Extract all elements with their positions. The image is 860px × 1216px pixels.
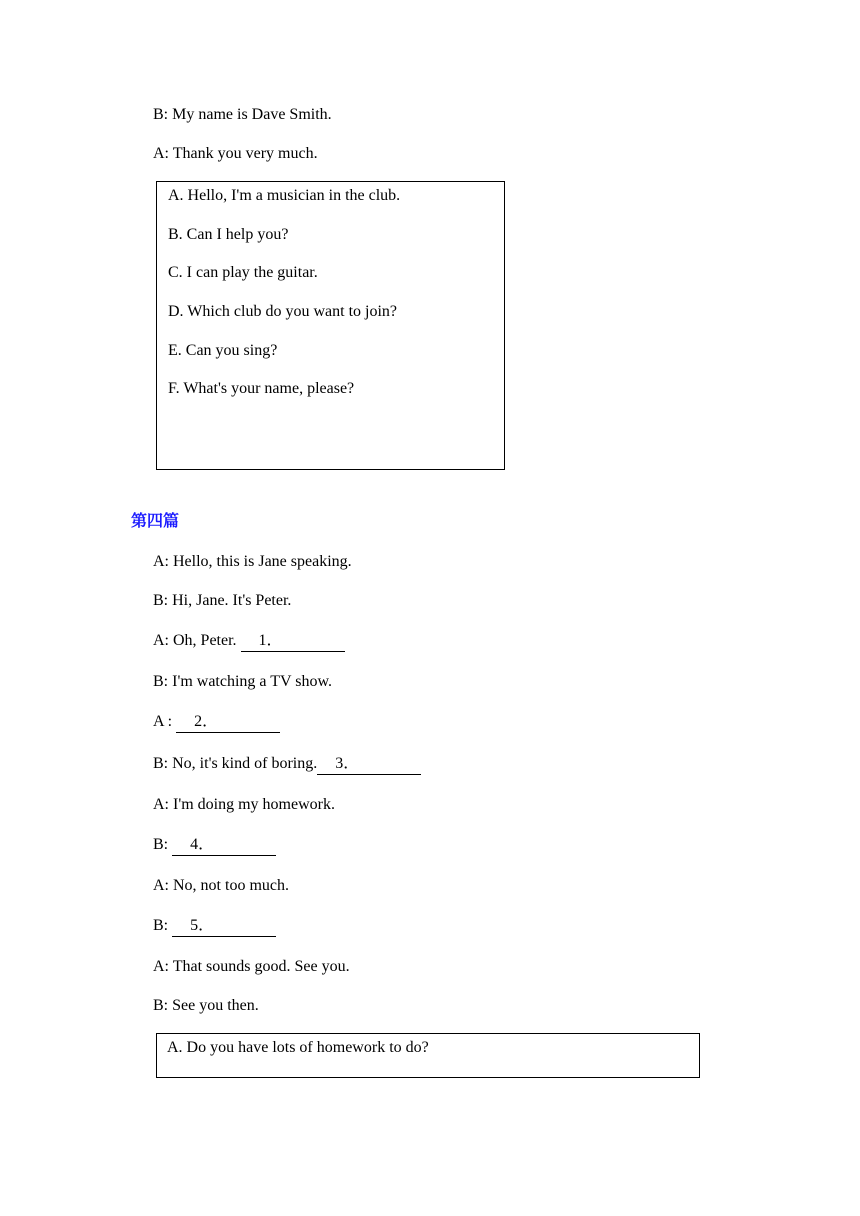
dialogue-line (153, 957, 350, 977)
dialogue-line (153, 552, 352, 572)
dialogue-line (153, 996, 259, 1016)
dialogue-line (153, 754, 421, 775)
dialogue-line: B: My name is Dave Smith. (153, 106, 332, 123)
dialogue-text: A: Oh, Peter. (153, 632, 241, 649)
option-item: D. Which club do you want to join? (168, 303, 397, 320)
dialogue-text: A : (153, 713, 177, 730)
dialogue-text: B: See you then. (153, 997, 259, 1014)
answer-blank[interactable] (172, 917, 276, 937)
answer-blank[interactable] (241, 632, 345, 652)
blank-number: 4． (190, 836, 215, 853)
dialogue-line: A: Thank you very much. (153, 145, 318, 162)
dialogue-line (153, 672, 332, 692)
dialogue-line (153, 795, 335, 815)
blank-number: 3． (335, 755, 360, 772)
dialogue-text: B: (153, 917, 173, 934)
dialogue-text: A: Hello, this is Jane speaking. (153, 553, 352, 570)
dialogue-text: B: Hi, Jane. It's Peter. (153, 592, 292, 609)
option-item: C. I can play the guitar. (168, 264, 318, 281)
options-box (156, 181, 505, 470)
dialogue-text: A: I'm doing my homework. (153, 796, 335, 813)
option-item: E. Can you sing? (168, 342, 278, 359)
dialogue-text: B: No, it's kind of boring. (153, 755, 318, 772)
options-box (156, 1033, 700, 1078)
dialogue-text: A: That sounds good. See you. (153, 958, 350, 975)
section-heading: 第四篇 (131, 511, 180, 530)
answer-blank[interactable] (176, 713, 280, 733)
blank-number: 1． (258, 632, 283, 649)
dialogue-line (153, 916, 276, 937)
dialogue-line (153, 876, 289, 896)
blank-number: 5． (190, 917, 215, 934)
dialogue-text: B: (153, 836, 173, 853)
dialogue-line (153, 631, 345, 652)
answer-blank[interactable] (317, 755, 421, 775)
dialogue-line (153, 591, 291, 611)
dialogue-line (153, 712, 280, 733)
option-item: A. Hello, I'm a musician in the club. (168, 187, 401, 204)
dialogue-line (153, 835, 276, 856)
option-item: A. Do you have lots of homework to do? (167, 1039, 429, 1056)
option-item: F. What's your name, please? (168, 380, 355, 397)
answer-blank[interactable] (172, 836, 276, 856)
option-item: B. Can I help you? (168, 226, 289, 243)
blank-number: 2． (194, 713, 219, 730)
dialogue-text: A: No, not too much. (153, 877, 289, 894)
dialogue-text: B: I'm watching a TV show. (153, 673, 333, 690)
